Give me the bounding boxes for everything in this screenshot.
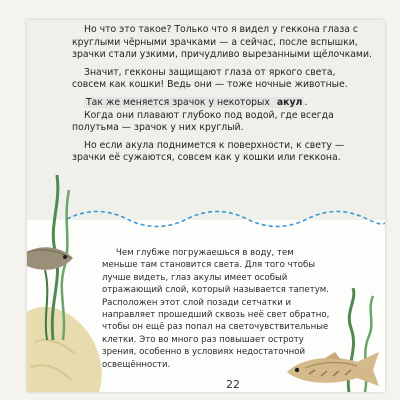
paragraph-5: Но если акула поднимется к поверхности, к свету — зрачки её сужаются, совсем как у кошки или геккона. [72,139,345,164]
paragraph-1: Но что это такое? Только что я видел у геккона глаза с круглыми чёрными зрачками — а сейчас, после вспышки, зрачки стали узкими, причудливо вырезанными щёлочками. [72,24,372,61]
lower-paragraph: Чем глубже погружаешься в воду, тем меньше там становится света. Для того чтобы лучше видеть, глаз акулы имеет особый отражающий слой, который называется тапетум. Расположен этот слой позади сетчатки и направляет прошедший сквозь неё свет обратно, чтобы он ещё раз попал на светочувствительные клетки. Это во много раз повышает остроту зрения, особенно в условиях недостаточной освещённости. [102,248,330,370]
water-surface-line [67,203,385,233]
book-page [27,20,385,392]
paragraph-4: Когда они плавают глубоко под водой, где всегда полутьма — зрачок у них круглый. [72,109,334,134]
highlight-end: . [304,96,308,108]
lower-text-block [102,247,332,371]
page-number: 22 [226,378,240,391]
highlight-text: Так же меняется зрачок у некоторых [86,96,273,108]
upper-text-block [72,24,372,165]
fish-left-illustration [27,242,75,276]
paragraph-3 [72,97,372,110]
bold-term: акул [276,96,303,108]
paragraph-2: Значит, гекконы защищают глаза от яркого света, совсем как кошки! Ведь они — тоже ночные животные. [72,66,348,91]
